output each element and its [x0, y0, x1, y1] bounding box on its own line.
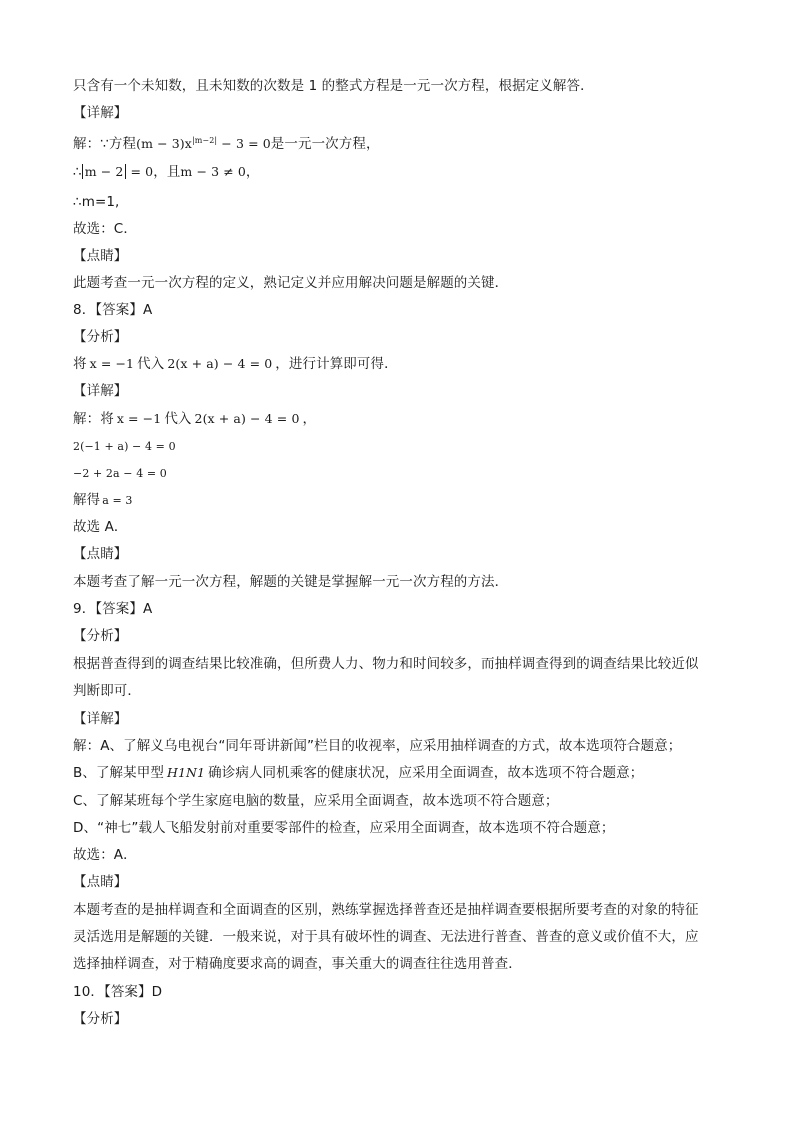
equation: x = −1	[89, 356, 135, 371]
option-line: 解：A、了解义乌电视台“同年哥讲新闻”栏目的收视率，应采用抽样调查的方式，故本选项符合题意；	[73, 738, 682, 754]
answer-choice: 故选：A．	[73, 847, 137, 863]
option-line: D、“神七”载人飞船发射前对重要零部件的检查，应采用全面调查，故本选项不符合题意；	[73, 820, 615, 836]
section-heading-analysis: 【分析】	[73, 329, 128, 345]
text-fragment: 确诊病人同机乘客的健康状况，应采用全面调查，故本选项不符合题意；	[208, 765, 644, 781]
solution-line	[73, 490, 723, 511]
text-fragment: 代入	[164, 411, 192, 427]
question-answer-heading: 10．【答案】D	[73, 984, 163, 1000]
text-line: 根据普查得到的调查结果比较准确，但所费人力、物力和时间较多，而抽样调查得到的调查结果比较近似	[73, 656, 699, 672]
equation: 2(x + a) − 4 = 0	[194, 411, 300, 426]
option-line	[73, 763, 723, 783]
text-fragment: ∴	[73, 164, 82, 180]
text-line	[73, 354, 723, 374]
equation-line: 2(−1 + a) − 4 = 0	[73, 440, 176, 453]
solution-line	[73, 162, 723, 182]
text-line: 判断即可．	[73, 683, 141, 699]
text-fragment: 解得	[73, 492, 101, 508]
equation: m − 3 ≠ 0	[180, 164, 246, 179]
section-heading-detail: 【详解】	[73, 711, 128, 727]
equation	[136, 136, 271, 151]
equation: 2(x + a) − 4 = 0	[167, 356, 273, 371]
text-fragment: 解：∵方程	[73, 136, 137, 153]
equation-part: (m − 3)x	[136, 136, 192, 152]
text-fragment: 是一元一次方程，	[270, 136, 380, 153]
text-fragment: 解：将	[73, 411, 114, 427]
section-heading-detail: 【详解】	[73, 105, 128, 121]
option-line: C、了解某班每个学生家庭电脑的数量，应采用全面调查，故本选项不符合题意；	[73, 793, 559, 809]
exponent: |m−2|	[191, 136, 218, 145]
question-answer-heading: 9．【答案】A	[73, 601, 153, 617]
equation-part: − 3 = 0	[217, 136, 271, 152]
section-heading-detail: 【详解】	[73, 383, 128, 399]
section-heading-analysis: 【分析】	[73, 1011, 128, 1027]
text-line: 本题考查的是抽样调查和全面调查的区别，熟练掌握选择普查还是抽样调查要根据所要考查的对象的特征	[73, 902, 699, 918]
text-fragment: B、了解某甲型	[73, 765, 164, 781]
equation-line: −2 + 2a − 4 = 0	[73, 467, 167, 480]
solution-line: ∴m=1,	[73, 194, 120, 210]
text-line: 此题考查一元一次方程的定义，熟记定义并应用解决问题是解题的关键．	[73, 275, 509, 291]
section-heading-comment: 【点睛】	[73, 248, 128, 264]
section-heading-analysis: 【分析】	[73, 628, 128, 644]
answer-choice: 故选：C．	[73, 221, 137, 237]
question-answer-heading: 8．【答案】A	[73, 302, 153, 318]
text-fragment: ，	[245, 164, 260, 180]
text-fragment: ，进行计算即可得．	[275, 356, 398, 372]
text-line: 灵活选用是解题的关键．一般来说，对于具有破坏性的调查、无法进行普查、普查的意义或价值不大，应	[73, 929, 699, 945]
text-line: 只含有一个未知数，且未知数的次数是 1 的整式方程是一元一次方程，根据定义解答．	[73, 78, 594, 94]
text-fragment: ，	[302, 411, 317, 427]
answer-choice: 故选 A．	[73, 519, 128, 535]
equation: a = 3	[102, 494, 133, 507]
equation: x = −1	[116, 411, 162, 426]
virus-name: H1N1	[166, 765, 206, 780]
text-line: 选择抽样调查，对于精确度要求高的调查，事关重大的调查往往选用普查．	[73, 956, 522, 972]
solution-line	[73, 131, 723, 154]
text-fragment: ，且	[153, 164, 181, 180]
absolute-value: m − 2	[82, 164, 127, 179]
equation-part: = 0	[126, 164, 154, 179]
solution-line	[73, 409, 723, 429]
section-heading-comment: 【点睛】	[73, 546, 128, 562]
section-heading-comment: 【点睛】	[73, 874, 128, 890]
equation	[82, 164, 154, 179]
text-fragment: 代入	[137, 356, 165, 372]
text-fragment: 将	[73, 356, 87, 372]
text-line: 本题考查了解一元一次方程，解题的关键是掌握解一元一次方程的方法．	[73, 574, 509, 590]
